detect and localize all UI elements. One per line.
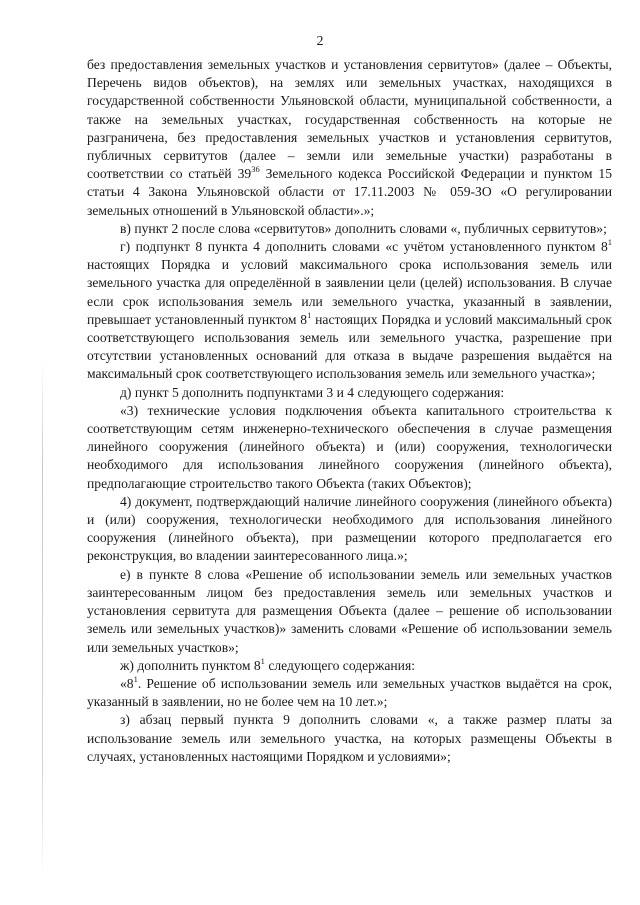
paragraph-subitem-3: «3) технические условия подключения объекта капитального строительства к соответствующим сетям инженерно-технического обеспечения в случае размещения линейного сооружения (линейного объекта) и (или) сооружения, технологически необходимого для использования линейного сооружения (линейного объекта), предполагающие строительство такого Объекта (таких Объектов); (87, 402, 612, 491)
paragraph-objects-definition: без предоставления земельных участков и установления сервитутов» (далее – Объекты, Перечень видов объектов), на землях или земельных участках, находящихся в государственной собственности Ульяновской области, муниципальной собственности, а также на земельных участках, государственная собственность на которые не разграничена, без предоставления земельных участков и установления сервитутов, публичных сервитутов (далее – земли или земельные участки) разработаны в соответствии со статьёй $39^{36}$ Земельного кодекса Российской Федерации и пунктом 15 статьи 4 Закона Ульяновской области от 17.11.2003 № 059-ЗО «О регулировании земельных отношений в Ульяновской области».»; (87, 57, 613, 218)
paragraph-item-zh: ж) дополнить пунктом $8^1$ следующего содержания: (120, 655, 415, 673)
scan-edge (42, 360, 43, 880)
paragraph-subitem-4: 4) документ, подтверждающий наличие линейного сооружения (линейного объекта) и (или) сооружения, технологически необходимого для использования линейного сооружения (линейного объекта), при размещении которого предполагается его реконструкция, во владении заинтересованного лица.»; (87, 493, 612, 564)
paragraph-item-e: е) в пункте 8 слова «Решение об использовании земель или земельных участков заинтересованным лицом без предоставления земель или земельных участков и установления сервитута для размещения Объекта (далее – решение об использовании земель или земельных участков)» заменить словами «Решение об использовании земель или земельных участков»; (87, 566, 612, 655)
paragraph-new-point: «$8^1$. Решение об использовании земель или земельных участков выдаётся на срок, указанный в заявлении, но не более чем на 10 лет.»; (87, 673, 612, 710)
page-number: 2 (316, 34, 324, 49)
paragraph-item-z: з) абзац первый пункта 9 дополнить словами «, а также размер платы за использование земель или земельного участка, на которых размещены Объекты в случаях, установленных настоящими Порядком и условиями»; (87, 712, 612, 764)
paragraph-item-d: д) пункт 5 дополнить подпунктами 3 и 4 следующего содержания: (120, 384, 505, 400)
paragraph-item-v: в) пункт 2 после слова «сервитутов» дополнить словами «, публичных сервитутов»; (120, 220, 607, 236)
paragraph-item-g: г) подпункт 8 пункта 4 дополнить словами «с учётом установленного пунктом $8^1$ настоящих Порядка и условий максимального срока использования земель или земельного участка для определённой в заявлении цели (целей) использования. В случае если срок использования земель или земельного участка, указанный в заявлении, превышает установленный пунктом $8^1$ настоящих Порядка и условий максимальный срок соответствующего использования земель или земельного участка, разрешение при отсутствии установленных оснований для отказа в выдаче разрешения выдаётся на максимальный срок соответствующего использования земель или земельного участка»; (87, 237, 612, 382)
document-body (87, 56, 612, 766)
